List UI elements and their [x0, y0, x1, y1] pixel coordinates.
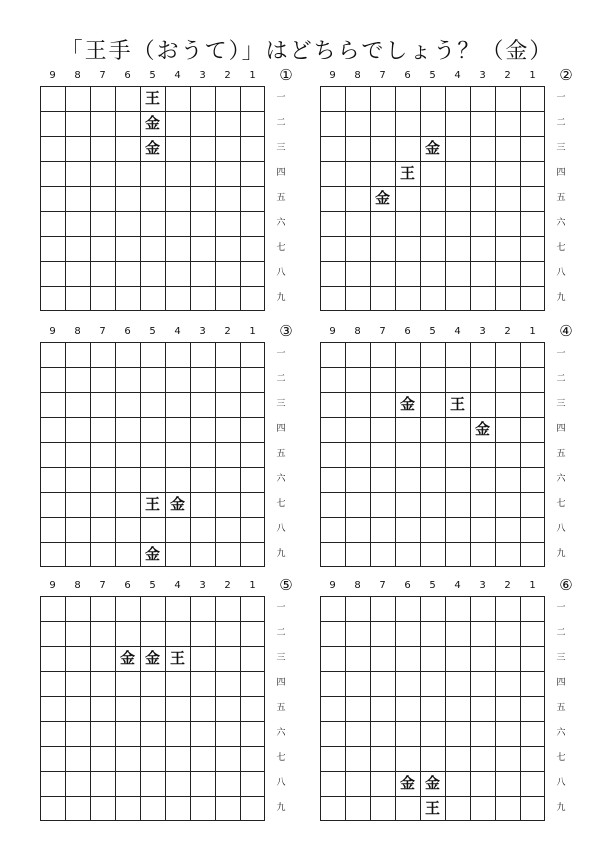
- row-label: 二: [276, 628, 286, 638]
- column-label: 8: [354, 326, 361, 337]
- puzzle-2: [307, 66, 582, 329]
- row-label: 四: [556, 678, 566, 688]
- row-label: 三: [276, 399, 286, 409]
- row-label: 五: [556, 449, 566, 459]
- row-label: 六: [556, 218, 566, 228]
- column-label: 1: [529, 580, 536, 591]
- column-label: 6: [404, 580, 411, 591]
- row-label: 五: [276, 449, 286, 459]
- column-label: 4: [454, 580, 461, 591]
- puzzle-number: ②: [559, 66, 573, 84]
- column-label: 4: [174, 70, 181, 81]
- row-label: 三: [276, 143, 286, 153]
- row-label: 四: [276, 424, 286, 434]
- column-labels: [27, 579, 277, 593]
- column-label: 8: [74, 326, 81, 337]
- row-label: 九: [556, 803, 566, 813]
- row-label: 八: [556, 268, 566, 278]
- column-label: 9: [329, 580, 336, 591]
- column-label: 5: [429, 326, 436, 337]
- gold-piece[interactable]: 金: [474, 420, 490, 438]
- puzzle-number: ④: [559, 322, 573, 340]
- column-label: 5: [149, 580, 156, 591]
- row-label: 二: [276, 118, 286, 128]
- column-label: 5: [429, 70, 436, 81]
- king-piece[interactable]: 王: [144, 89, 160, 107]
- shogi-board: [320, 596, 545, 821]
- column-label: 9: [329, 326, 336, 337]
- row-label: 五: [276, 193, 286, 203]
- puzzle-number: ③: [279, 322, 293, 340]
- column-label: 3: [479, 70, 486, 81]
- shogi-board: [320, 342, 545, 567]
- row-label: 七: [556, 499, 566, 509]
- column-label: 8: [354, 580, 361, 591]
- puzzle-1: [27, 66, 302, 329]
- row-labels: [271, 86, 291, 311]
- column-label: 9: [49, 70, 56, 81]
- row-label: 四: [556, 168, 566, 178]
- row-labels: [551, 342, 571, 567]
- column-label: 7: [379, 326, 386, 337]
- row-labels: [551, 86, 571, 311]
- row-label: 四: [556, 424, 566, 434]
- row-label: 三: [556, 399, 566, 409]
- column-label: 3: [199, 326, 206, 337]
- row-label: 九: [556, 549, 566, 559]
- column-label: 2: [224, 326, 231, 337]
- row-label: 七: [276, 753, 286, 763]
- row-label: 八: [556, 524, 566, 534]
- column-labels: [27, 325, 277, 339]
- column-label: 4: [174, 326, 181, 337]
- row-label: 三: [276, 653, 286, 663]
- column-label: 3: [479, 326, 486, 337]
- row-label: 九: [276, 549, 286, 559]
- column-label: 6: [124, 580, 131, 591]
- gold-piece[interactable]: 金: [424, 774, 440, 792]
- row-label: 七: [276, 243, 286, 253]
- king-piece[interactable]: 王: [144, 495, 160, 513]
- gold-piece[interactable]: 金: [374, 189, 390, 207]
- column-label: 3: [199, 70, 206, 81]
- row-label: 八: [276, 524, 286, 534]
- column-label: 7: [99, 580, 106, 591]
- column-label: 7: [99, 326, 106, 337]
- column-label: 4: [454, 326, 461, 337]
- king-piece[interactable]: 王: [169, 649, 185, 667]
- row-label: 一: [556, 603, 566, 613]
- column-label: 1: [249, 326, 256, 337]
- row-label: 八: [276, 268, 286, 278]
- column-label: 1: [529, 70, 536, 81]
- column-label: 4: [454, 70, 461, 81]
- column-label: 6: [404, 70, 411, 81]
- column-label: 5: [149, 326, 156, 337]
- row-label: 六: [276, 218, 286, 228]
- gold-piece[interactable]: 金: [424, 139, 440, 157]
- column-labels: [307, 325, 557, 339]
- column-label: 5: [149, 70, 156, 81]
- column-label: 7: [99, 70, 106, 81]
- row-label: 四: [276, 168, 286, 178]
- column-label: 8: [74, 580, 81, 591]
- column-label: 6: [404, 326, 411, 337]
- row-label: 六: [556, 474, 566, 484]
- row-label: 五: [556, 193, 566, 203]
- king-piece[interactable]: 王: [424, 799, 440, 817]
- gold-piece[interactable]: 金: [144, 545, 160, 563]
- row-label: 三: [556, 653, 566, 663]
- row-labels: [551, 596, 571, 821]
- shogi-board: [40, 596, 265, 821]
- row-label: 九: [276, 803, 286, 813]
- row-labels: [271, 596, 291, 821]
- shogi-board: [40, 342, 265, 567]
- column-label: 3: [199, 580, 206, 591]
- row-label: 一: [276, 603, 286, 613]
- column-label: 8: [354, 70, 361, 81]
- column-label: 9: [49, 326, 56, 337]
- row-label: 一: [556, 349, 566, 359]
- column-label: 3: [479, 580, 486, 591]
- row-label: 九: [556, 293, 566, 303]
- puzzle-number: ①: [279, 66, 293, 84]
- row-label: 六: [556, 728, 566, 738]
- gold-piece[interactable]: 金: [119, 649, 135, 667]
- column-label: 2: [224, 580, 231, 591]
- column-label: 7: [379, 580, 386, 591]
- puzzle-4: [307, 322, 582, 585]
- row-label: 二: [276, 374, 286, 384]
- column-label: 1: [529, 326, 536, 337]
- row-label: 二: [556, 118, 566, 128]
- shogi-board: [40, 86, 265, 311]
- gold-piece[interactable]: 金: [169, 495, 185, 513]
- column-label: 8: [74, 70, 81, 81]
- row-label: 九: [276, 293, 286, 303]
- gold-piece[interactable]: 金: [144, 139, 160, 157]
- row-label: 一: [556, 93, 566, 103]
- puzzle-number: ⑥: [559, 576, 573, 594]
- row-label: 一: [276, 349, 286, 359]
- row-label: 八: [276, 778, 286, 788]
- gold-piece[interactable]: 金: [399, 395, 415, 413]
- column-label: 1: [249, 70, 256, 81]
- row-label: 一: [276, 93, 286, 103]
- king-piece[interactable]: 王: [449, 395, 465, 413]
- row-label: 三: [556, 143, 566, 153]
- row-label: 七: [556, 753, 566, 763]
- column-label: 7: [379, 70, 386, 81]
- column-label: 2: [504, 70, 511, 81]
- column-label: 2: [224, 70, 231, 81]
- row-label: 七: [276, 499, 286, 509]
- column-labels: [307, 579, 557, 593]
- row-label: 八: [556, 778, 566, 788]
- column-label: 9: [49, 580, 56, 591]
- page-title: 「王手（おうて）」はどちらでしょう？（金）: [60, 39, 554, 64]
- column-label: 2: [504, 580, 511, 591]
- row-label: 六: [276, 474, 286, 484]
- row-label: 四: [276, 678, 286, 688]
- puzzle-6: [307, 576, 582, 839]
- gold-piece[interactable]: 金: [144, 114, 160, 132]
- shogi-board: [320, 86, 545, 311]
- king-piece[interactable]: 王: [399, 164, 415, 182]
- row-label: 五: [556, 703, 566, 713]
- puzzle-number: ⑤: [279, 576, 293, 594]
- column-labels: [307, 69, 557, 83]
- column-label: 6: [124, 70, 131, 81]
- row-label: 五: [276, 703, 286, 713]
- row-label: 二: [556, 628, 566, 638]
- column-label: 6: [124, 326, 131, 337]
- column-label: 9: [329, 70, 336, 81]
- column-label: 5: [429, 580, 436, 591]
- gold-piece[interactable]: 金: [144, 649, 160, 667]
- puzzle-5: [27, 576, 302, 839]
- puzzle-3: [27, 322, 302, 585]
- row-labels: [271, 342, 291, 567]
- row-label: 七: [556, 243, 566, 253]
- row-label: 二: [556, 374, 566, 384]
- row-label: 六: [276, 728, 286, 738]
- column-label: 1: [249, 580, 256, 591]
- gold-piece[interactable]: 金: [399, 774, 415, 792]
- column-label: 4: [174, 580, 181, 591]
- column-label: 2: [504, 326, 511, 337]
- column-labels: [27, 69, 277, 83]
